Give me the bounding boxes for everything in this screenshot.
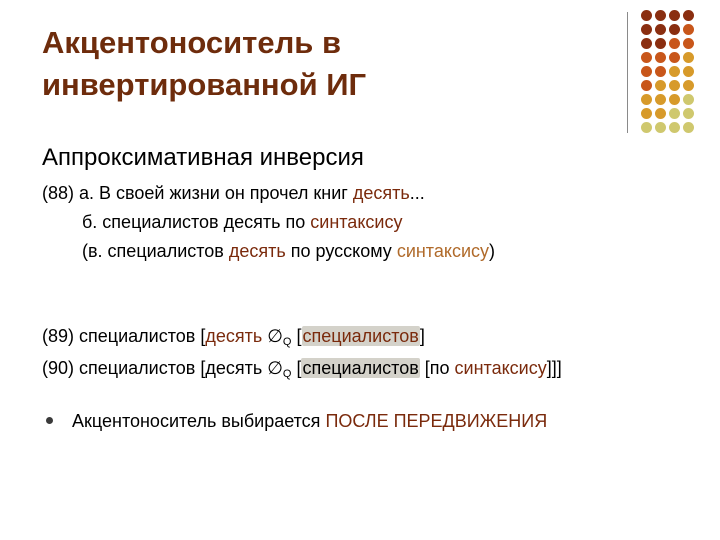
example-89: (89) специалистов [десять $\emptyset_Q$ [специалистов] (42, 326, 425, 348)
decorative-dot (669, 66, 680, 77)
decorative-dot (641, 122, 652, 133)
decorative-dot (641, 94, 652, 105)
decorative-dot (655, 24, 666, 35)
decorative-dot (669, 122, 680, 133)
decorative-dot (683, 94, 694, 105)
subscript: Q (282, 368, 292, 380)
section-heading: Аппроксимативная инверсия (42, 144, 364, 171)
decorative-dot (683, 66, 694, 77)
slide-title (42, 22, 602, 106)
subscript: Q (282, 336, 292, 348)
decorative-dot (641, 66, 652, 77)
decorative-dot (669, 108, 680, 119)
decorative-dot (655, 122, 666, 133)
empty-set-symbol: ∅ (267, 326, 283, 346)
bullet-text: Акцентоноситель выбирается ПОСЛЕ ПЕРЕДВИЖЕНИЯ (72, 411, 548, 431)
highlight-word: десять (205, 326, 263, 346)
title-line-1: Акцентоноситель в (42, 25, 342, 60)
decorative-dot (683, 122, 694, 133)
decorative-dot (655, 38, 666, 49)
decorative-divider (627, 12, 628, 133)
decorative-dot (669, 10, 680, 21)
decorative-dot (641, 80, 652, 91)
example-88c: (в. специалистов десять по русскому синтаксису) (82, 241, 495, 261)
decorative-dot (683, 80, 694, 91)
highlight-phrase: ПОСЛЕ ПЕРЕДВИЖЕНИЯ (325, 411, 548, 431)
boxed-word: специалистов (302, 326, 419, 346)
decorative-dot (655, 10, 666, 21)
bullet-icon (46, 417, 53, 424)
decorative-dot (669, 80, 680, 91)
example-88a: (88) а. В своей жизни он прочел книг десять... (42, 183, 425, 203)
decorative-dot (655, 52, 666, 63)
decorative-dot (641, 24, 652, 35)
highlight-word: синтаксису (310, 212, 403, 232)
decorative-dot (669, 38, 680, 49)
highlight-word: синтаксису (396, 241, 489, 261)
decorative-dot (683, 52, 694, 63)
highlight-word: синтаксису (454, 358, 547, 378)
decorative-dot (683, 108, 694, 119)
boxed-word: специалистов (302, 358, 419, 378)
decorative-dot (641, 52, 652, 63)
highlight-word: десять (228, 241, 286, 261)
decorative-dot (683, 10, 694, 21)
decorative-dot (655, 80, 666, 91)
decorative-dot (669, 24, 680, 35)
decorative-dot (641, 38, 652, 49)
decorative-dot (641, 108, 652, 119)
decorative-dot (669, 94, 680, 105)
decorative-dot (669, 52, 680, 63)
empty-set-symbol: ∅ (267, 358, 283, 378)
example-90: (90) специалистов [десять $\emptyset_Q$ [специалистов [по синтаксису]]] (42, 358, 562, 380)
title-line-2: инвертированной ИГ (42, 67, 367, 102)
decorative-dot (655, 94, 666, 105)
decorative-dot (641, 10, 652, 21)
decorative-dot (655, 108, 666, 119)
highlight-word: десять (352, 183, 410, 203)
decorative-dot (683, 38, 694, 49)
example-88b: б. специалистов десять по синтаксису (82, 212, 403, 232)
decorative-dot (683, 24, 694, 35)
decorative-dot (655, 66, 666, 77)
